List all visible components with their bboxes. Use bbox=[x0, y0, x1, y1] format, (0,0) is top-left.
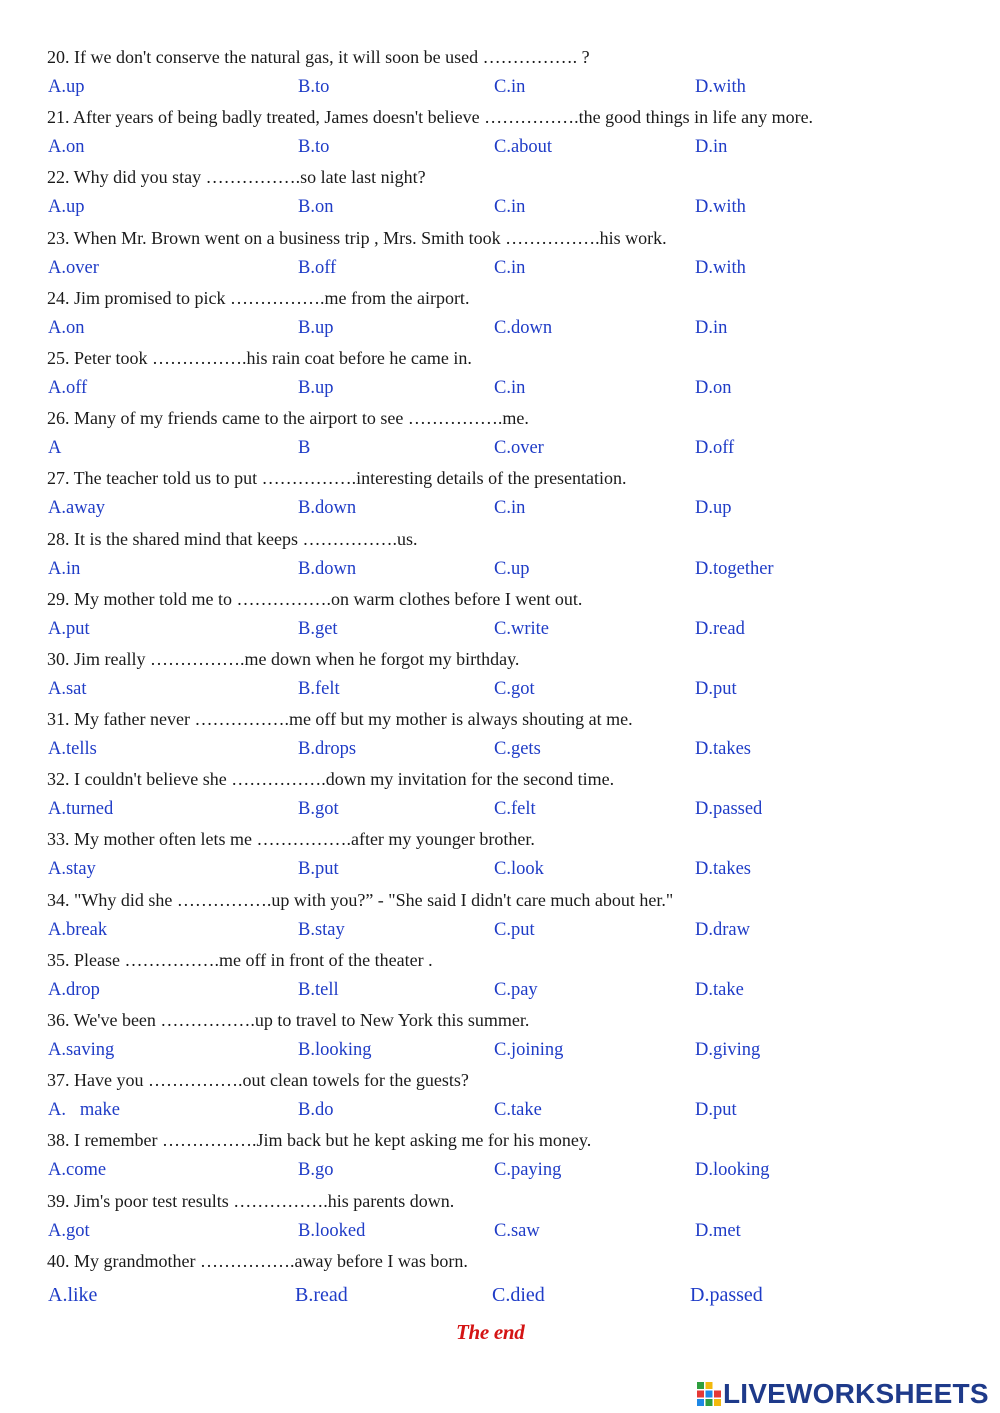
option-a[interactable]: A.drop bbox=[48, 979, 100, 1000]
option-c[interactable]: C.in bbox=[494, 197, 526, 218]
option-d[interactable]: D.take bbox=[695, 979, 744, 1000]
question-35 bbox=[0, 947, 1000, 1007]
question-24 bbox=[0, 285, 1000, 345]
the-end-label: The end bbox=[456, 1320, 525, 1344]
question-text: 24. Jim promised to pick …………….me from the airport. bbox=[47, 287, 470, 308]
question-text: 32. I couldn't believe she …………….down my invitation for the second time. bbox=[47, 769, 615, 790]
option-a[interactable]: A.sat bbox=[48, 678, 87, 699]
liveworksheets-brand-text: LIVEWORKSHEETS bbox=[723, 1378, 989, 1409]
option-b[interactable]: B.get bbox=[298, 618, 338, 639]
option-c[interactable]: C.over bbox=[494, 438, 544, 459]
question-text: 28. It is the shared mind that keeps …………….us. bbox=[47, 528, 418, 549]
option-d[interactable]: D.passed bbox=[690, 1283, 763, 1306]
question-32 bbox=[0, 766, 1000, 826]
option-b[interactable]: B.drops bbox=[298, 739, 357, 760]
question-27 bbox=[0, 465, 1000, 525]
option-c[interactable]: C.joining bbox=[494, 1040, 564, 1060]
option-d[interactable]: D.off bbox=[695, 438, 735, 459]
option-c[interactable]: C.up bbox=[494, 558, 530, 579]
option-d[interactable]: D.put bbox=[695, 678, 737, 699]
option-c[interactable]: C.paying bbox=[494, 1160, 562, 1181]
option-b[interactable]: B.off bbox=[298, 257, 337, 278]
option-c[interactable]: C.look bbox=[494, 859, 544, 880]
option-c[interactable]: C.write bbox=[494, 618, 549, 639]
option-d[interactable]: D.passed bbox=[695, 799, 763, 820]
option-a[interactable]: A.saving bbox=[48, 1040, 115, 1060]
question-text: 33. My mother often lets me …………….after my younger brother. bbox=[47, 829, 535, 850]
option-b[interactable]: B.put bbox=[298, 859, 339, 880]
question-text: 27. The teacher told us to put …………….interesting details of the presentation. bbox=[47, 468, 627, 489]
option-b[interactable]: B bbox=[298, 438, 311, 459]
question-text: 35. Please …………….me off in front of the theater . bbox=[47, 949, 433, 970]
option-a[interactable]: A.break bbox=[48, 919, 108, 940]
option-b[interactable]: B.to bbox=[298, 137, 330, 158]
option-d[interactable]: D.in bbox=[695, 317, 728, 338]
option-a[interactable]: A.got bbox=[48, 1220, 90, 1241]
worksheet bbox=[0, 44, 1000, 1308]
option-b[interactable]: B.looking bbox=[298, 1040, 372, 1060]
question-40 bbox=[0, 1248, 1000, 1308]
option-c[interactable]: C.take bbox=[494, 1100, 542, 1121]
option-b[interactable]: B.on bbox=[298, 197, 334, 218]
option-b[interactable]: B.felt bbox=[298, 678, 340, 699]
option-b[interactable]: B.down bbox=[298, 498, 357, 519]
question-25 bbox=[0, 345, 1000, 405]
option-d[interactable]: D.on bbox=[695, 377, 732, 398]
question-38 bbox=[0, 1127, 1000, 1187]
question-text: 23. When Mr. Brown went on a business trip , Mrs. Smith took …………….his work. bbox=[47, 227, 667, 248]
question-text: 20. If we don't conserve the natural gas, it will soon be used ……………. ? bbox=[47, 47, 590, 67]
option-d[interactable]: D.with bbox=[695, 257, 746, 278]
option-a[interactable]: A bbox=[48, 438, 62, 459]
question-22 bbox=[0, 164, 1000, 224]
question-text: 36. We've been …………….up to travel to New York this summer. bbox=[47, 1010, 530, 1030]
question-33 bbox=[0, 826, 1000, 886]
question-39 bbox=[0, 1188, 1000, 1248]
option-d[interactable]: D.read bbox=[695, 618, 745, 639]
question-text: 30. Jim really …………….me down when he forgot my birthday. bbox=[47, 648, 520, 669]
question-text: 37. Have you …………….out clean towels for the guests? bbox=[47, 1070, 469, 1091]
option-c[interactable]: C.put bbox=[494, 919, 535, 940]
option-c[interactable]: C.down bbox=[494, 317, 553, 338]
option-a[interactable]: A.away bbox=[48, 498, 106, 519]
question-text: 39. Jim's poor test results …………….his parents down. bbox=[47, 1190, 455, 1211]
option-c[interactable]: C.saw bbox=[494, 1220, 540, 1241]
option-a[interactable]: A.up bbox=[48, 197, 85, 218]
question-37 bbox=[0, 1067, 1000, 1127]
option-a[interactable]: A.off bbox=[48, 377, 88, 398]
option-c[interactable]: C.gets bbox=[494, 739, 541, 760]
option-c[interactable]: C.felt bbox=[494, 799, 536, 820]
option-d[interactable]: D.takes bbox=[695, 859, 751, 880]
option-a[interactable]: A.on bbox=[48, 317, 85, 338]
question-text: 26. Many of my friends came to the airport to see …………….me. bbox=[47, 408, 529, 429]
option-d[interactable]: D.met bbox=[695, 1220, 741, 1241]
option-a[interactable]: A.tells bbox=[48, 739, 97, 760]
option-a[interactable]: A.up bbox=[48, 77, 85, 97]
question-23 bbox=[0, 225, 1000, 285]
option-a[interactable]: A.like bbox=[48, 1283, 98, 1306]
option-d[interactable]: D.with bbox=[695, 197, 746, 218]
option-b[interactable]: B.up bbox=[298, 317, 334, 338]
option-a[interactable]: A.turned bbox=[48, 799, 114, 820]
liveworksheets-logo-icon bbox=[697, 1382, 721, 1406]
question-text: 22. Why did you stay …………….so late last night? bbox=[47, 167, 426, 188]
question-28 bbox=[0, 526, 1000, 586]
option-d[interactable]: D.up bbox=[695, 498, 732, 519]
option-a[interactable]: A.on bbox=[48, 137, 85, 158]
option-b[interactable]: B.do bbox=[298, 1100, 334, 1121]
option-a[interactable]: A.put bbox=[48, 618, 90, 639]
question-26 bbox=[0, 405, 1000, 465]
option-c[interactable]: C.in bbox=[494, 377, 526, 398]
option-d[interactable]: D.giving bbox=[695, 1040, 761, 1060]
option-b[interactable]: B.got bbox=[298, 799, 339, 820]
option-c[interactable]: C.in bbox=[494, 77, 526, 97]
question-text: 40. My grandmother …………….away before I was born. bbox=[47, 1250, 468, 1271]
option-b[interactable]: B.looked bbox=[298, 1220, 366, 1241]
option-c[interactable]: C.about bbox=[494, 137, 553, 158]
option-d[interactable]: D.takes bbox=[695, 739, 751, 760]
question-29 bbox=[0, 586, 1000, 646]
option-b[interactable]: B.stay bbox=[298, 919, 345, 940]
option-a[interactable]: A.come bbox=[48, 1160, 107, 1181]
question-30 bbox=[0, 646, 1000, 706]
option-b[interactable]: B.down bbox=[298, 558, 357, 579]
option-b[interactable]: B.go bbox=[298, 1160, 334, 1181]
question-text: 25. Peter took …………….his rain coat before he came in. bbox=[47, 347, 472, 368]
option-c[interactable]: C.in bbox=[494, 257, 526, 278]
option-a[interactable]: A.in bbox=[48, 558, 81, 579]
question-text: 34. "Why did she …………….up with you?” - "She said I didn't care much about her." bbox=[47, 889, 674, 910]
question-20 bbox=[0, 44, 1000, 104]
option-c[interactable]: C.pay bbox=[494, 979, 538, 1000]
liveworksheets-logo bbox=[697, 1378, 989, 1410]
question-31 bbox=[0, 706, 1000, 766]
question-text: 29. My mother told me to …………….on warm clothes before I went out. bbox=[47, 588, 583, 609]
option-d[interactable]: D.with bbox=[695, 77, 746, 97]
option-d[interactable]: D.looking bbox=[695, 1160, 770, 1181]
option-b[interactable]: B.to bbox=[298, 77, 330, 97]
option-d[interactable]: D.in bbox=[695, 137, 728, 158]
option-a[interactable]: A.stay bbox=[48, 859, 96, 880]
option-c[interactable]: C.in bbox=[494, 498, 526, 519]
question-text: 38. I remember …………….Jim back but he kept asking me for his money. bbox=[47, 1130, 592, 1151]
question-21 bbox=[0, 104, 1000, 164]
option-d[interactable]: D.together bbox=[695, 558, 774, 579]
question-36 bbox=[0, 1007, 1000, 1067]
option-d[interactable]: D.put bbox=[695, 1100, 737, 1121]
option-b[interactable]: B.up bbox=[298, 377, 334, 398]
question-text: 21. After years of being badly treated, James doesn't believe …………….the good things in life any more. bbox=[47, 107, 814, 128]
option-c[interactable]: C.got bbox=[494, 678, 535, 699]
option-b[interactable]: B.tell bbox=[298, 979, 339, 1000]
option-a[interactable]: A. make bbox=[48, 1100, 120, 1121]
question-34 bbox=[0, 887, 1000, 947]
question-text: 31. My father never …………….me off but my mother is always shouting at me. bbox=[47, 709, 633, 730]
option-a[interactable]: A.over bbox=[48, 257, 99, 278]
option-d[interactable]: D.draw bbox=[695, 919, 750, 940]
option-b[interactable]: B.read bbox=[295, 1283, 348, 1306]
option-c[interactable]: C.died bbox=[492, 1283, 545, 1306]
